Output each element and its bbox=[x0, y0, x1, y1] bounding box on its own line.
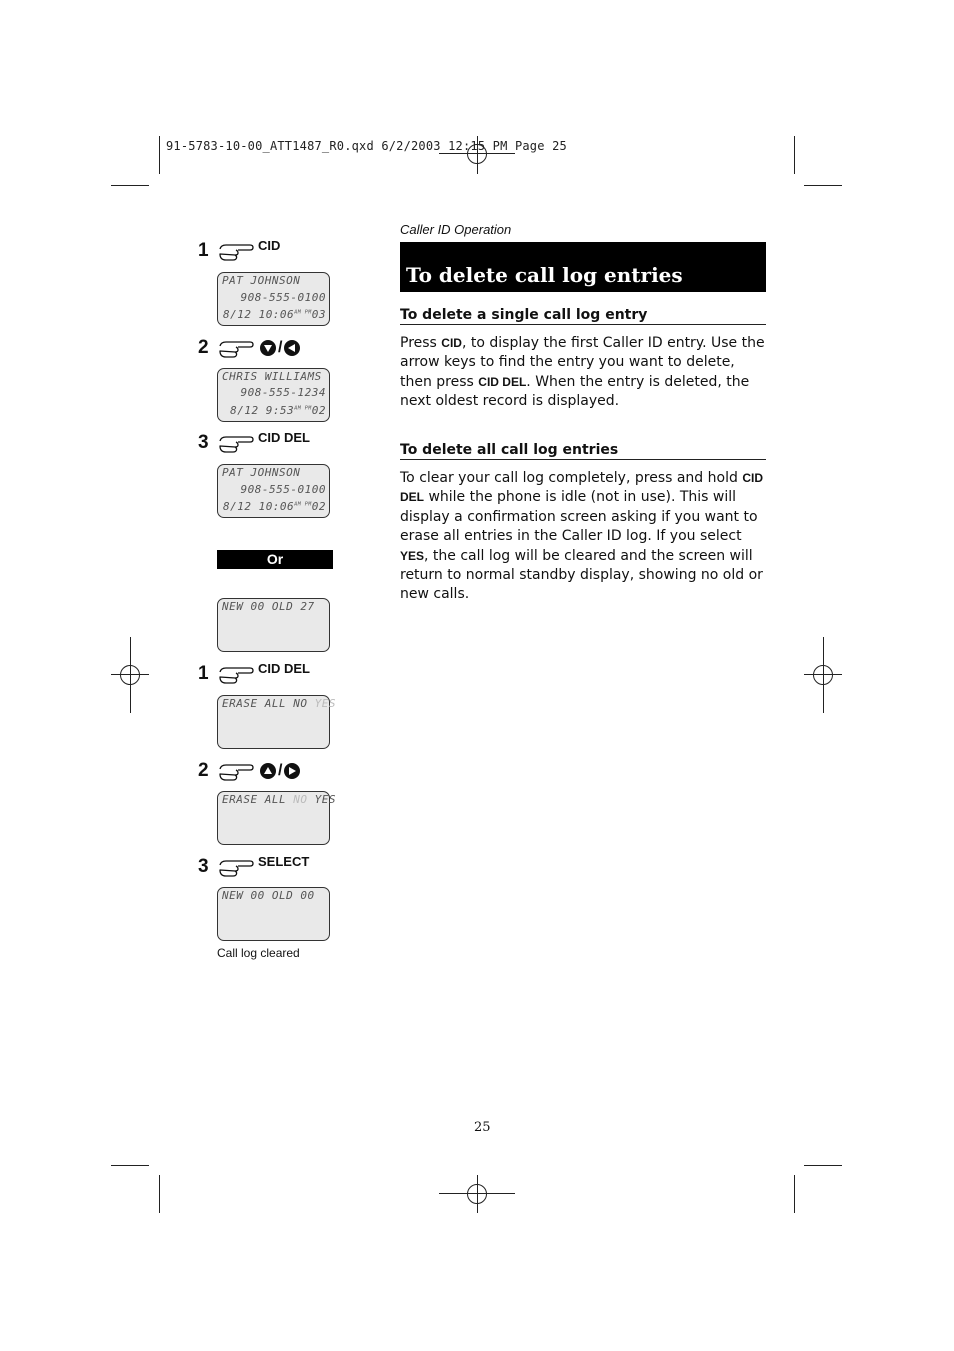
page-number: 25 bbox=[474, 1120, 491, 1135]
lcd-screen bbox=[217, 791, 336, 845]
key-name: CID DEL bbox=[478, 374, 527, 389]
down-arrow-icon bbox=[260, 340, 276, 356]
paragraph-single bbox=[400, 334, 766, 412]
step-2-arrows bbox=[198, 758, 300, 784]
crop-mark bbox=[804, 1165, 842, 1166]
pointing-hand-icon bbox=[218, 857, 254, 877]
paragraph-all bbox=[400, 469, 766, 605]
lcd-caption: Call log cleared bbox=[217, 946, 300, 960]
crop-mark bbox=[111, 1165, 149, 1166]
step-number: 1 bbox=[198, 240, 209, 261]
key-name: CID bbox=[441, 336, 462, 350]
step-1-cid-del bbox=[198, 661, 310, 687]
lcd-screen bbox=[217, 464, 330, 518]
lcd-text: YES bbox=[307, 793, 336, 806]
slash-separator: / bbox=[278, 339, 283, 356]
text: To clear your call log completely, press and hold bbox=[400, 470, 743, 486]
lcd-line-3 bbox=[223, 500, 326, 513]
key-name: CID DEL bbox=[400, 471, 763, 505]
lcd-time: 8/12 10:06 bbox=[222, 500, 295, 513]
key-name: YES bbox=[400, 548, 425, 563]
text: while the phone is idle (not in use). This will display a confirmation screen asking if you want to erase all entries in the Caller ID log. If you select bbox=[400, 489, 758, 545]
lcd-line-3 bbox=[223, 308, 326, 321]
lcd-line-1: PAT JOHNSON bbox=[222, 274, 301, 287]
step-number: 3 bbox=[198, 432, 209, 453]
key-label: SELECT bbox=[258, 854, 310, 869]
lcd-ampm: AM PM bbox=[294, 309, 312, 316]
crop-mark bbox=[794, 136, 795, 174]
or-divider: Or bbox=[217, 550, 333, 569]
up-arrow-icon bbox=[260, 763, 276, 779]
lcd-line-2: 908-555-0100 bbox=[240, 483, 326, 496]
lcd-line-1 bbox=[222, 697, 336, 710]
lcd-screen bbox=[217, 887, 330, 941]
step-number: 2 bbox=[198, 337, 209, 358]
lcd-ampm: AM PM bbox=[294, 501, 312, 508]
registration-mark bbox=[823, 637, 824, 713]
registration-mark bbox=[439, 1193, 515, 1194]
lcd-ampm: AM PM bbox=[294, 405, 312, 412]
section-label: Caller ID Operation bbox=[400, 222, 512, 237]
lcd-line-1: CHRIS WILLIAMS bbox=[222, 370, 322, 383]
crop-mark bbox=[794, 1175, 795, 1213]
text: , to display the first Caller ID entry. Use the arrow keys to find the entry you want to delete, then press bbox=[400, 335, 765, 390]
text: , the call log will be cleared and the screen will return to normal standby display, showing no old or new calls. bbox=[400, 547, 763, 603]
lcd-line-1: NEW 00 OLD 27 bbox=[222, 600, 315, 613]
text: . When the entry is deleted, the next oldest record is displayed. bbox=[400, 373, 750, 410]
registration-mark bbox=[804, 674, 842, 675]
file-slug: 91-5783-10-00_ATT1487_R0.qxd 6/2/2003 12:15 PM Page 25 bbox=[166, 139, 567, 153]
page-title: To delete call log entries bbox=[400, 242, 766, 292]
right-arrow-icon bbox=[284, 763, 300, 779]
registration-mark bbox=[477, 1175, 478, 1213]
subheading-all: To delete all call log entries bbox=[400, 442, 766, 460]
step-number: 3 bbox=[198, 856, 209, 877]
pointing-hand-icon bbox=[218, 338, 254, 358]
lcd-time: 8/12 9:53 bbox=[230, 404, 295, 417]
lcd-screen bbox=[217, 368, 330, 422]
lcd-line-3 bbox=[230, 404, 326, 417]
crop-mark bbox=[159, 136, 160, 174]
lcd-text: ERASE ALL bbox=[222, 793, 294, 806]
lcd-count: 02 bbox=[311, 404, 326, 417]
step-3-cid-del bbox=[198, 430, 310, 456]
crop-mark bbox=[804, 185, 842, 186]
left-arrow-icon bbox=[284, 340, 300, 356]
crop-mark bbox=[111, 185, 149, 186]
lcd-text: ERASE ALL NO bbox=[222, 697, 315, 710]
subheading-single: To delete a single call log entry bbox=[400, 307, 766, 325]
registration-mark bbox=[130, 637, 131, 713]
lcd-dim-text: NO bbox=[293, 793, 308, 806]
lcd-line-2: 908-555-0100 bbox=[240, 291, 326, 304]
step-2-arrows bbox=[198, 335, 300, 361]
lcd-count: 03 bbox=[311, 308, 326, 321]
lcd-dim-text: YES bbox=[314, 697, 336, 710]
crop-mark bbox=[159, 1175, 160, 1213]
lcd-time: 8/12 10:06 bbox=[222, 308, 295, 321]
step-number: 1 bbox=[198, 663, 209, 684]
registration-mark bbox=[111, 674, 149, 675]
lcd-screen bbox=[217, 598, 330, 652]
lcd-screen bbox=[217, 695, 336, 749]
pointing-hand-icon bbox=[218, 761, 254, 781]
text: Press bbox=[400, 335, 442, 351]
key-label: CID bbox=[258, 238, 281, 253]
lcd-line-2: 908-555-1234 bbox=[240, 386, 326, 399]
step-3-select bbox=[198, 854, 309, 880]
lcd-screen bbox=[217, 272, 330, 326]
slash-separator: / bbox=[278, 762, 283, 779]
step-1-cid bbox=[198, 238, 280, 264]
lcd-count: 02 bbox=[311, 500, 326, 513]
registration-mark bbox=[439, 153, 515, 154]
pointing-hand-icon bbox=[218, 241, 254, 261]
step-number: 2 bbox=[198, 760, 209, 781]
pointing-hand-icon bbox=[218, 433, 254, 453]
pointing-hand-icon bbox=[218, 664, 254, 684]
lcd-line-1: NEW 00 OLD 00 bbox=[222, 889, 315, 902]
lcd-line-1: PAT JOHNSON bbox=[222, 466, 301, 479]
lcd-line-1 bbox=[222, 793, 336, 806]
key-label: CID DEL bbox=[258, 661, 310, 676]
key-label: CID DEL bbox=[258, 430, 310, 445]
